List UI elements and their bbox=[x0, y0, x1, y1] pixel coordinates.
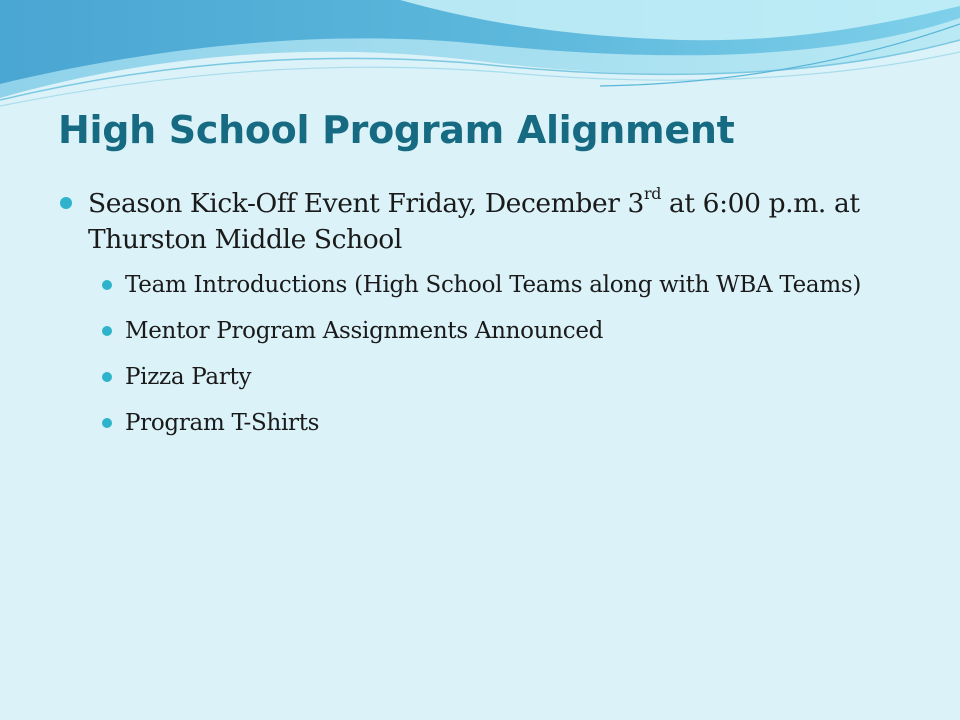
sub-bullet bbox=[60, 406, 880, 440]
main-bullet-text-continued: at 6:00 p.m. at Thurston Middle School bbox=[88, 188, 860, 255]
sub-bullet-list bbox=[60, 268, 880, 440]
sub-bullet-dot-icon bbox=[102, 372, 112, 382]
slide-body bbox=[60, 186, 880, 452]
sub-bullet bbox=[60, 268, 880, 302]
main-bullet-superscript: rd bbox=[644, 184, 661, 203]
sub-bullet-dot-icon bbox=[102, 326, 112, 336]
sub-bullet-text: Program T-Shirts bbox=[125, 410, 320, 436]
sub-bullet-text: Team Introductions (High School Teams along with WBA Teams) bbox=[125, 272, 862, 298]
sub-bullet-text: Pizza Party bbox=[125, 364, 252, 390]
sub-bullet-text: Mentor Program Assignments Announced bbox=[125, 318, 604, 344]
sub-bullet-dot-icon bbox=[102, 418, 112, 428]
sub-bullet-dot-icon bbox=[102, 280, 112, 290]
sub-bullet bbox=[60, 314, 880, 348]
sub-bullet bbox=[60, 360, 880, 394]
bullet-dot-icon bbox=[60, 197, 72, 209]
main-bullet bbox=[60, 186, 880, 258]
slide-title: High School Program Alignment bbox=[58, 108, 735, 152]
main-bullet-text: Season Kick-Off Event Friday, December 3 bbox=[88, 188, 645, 219]
